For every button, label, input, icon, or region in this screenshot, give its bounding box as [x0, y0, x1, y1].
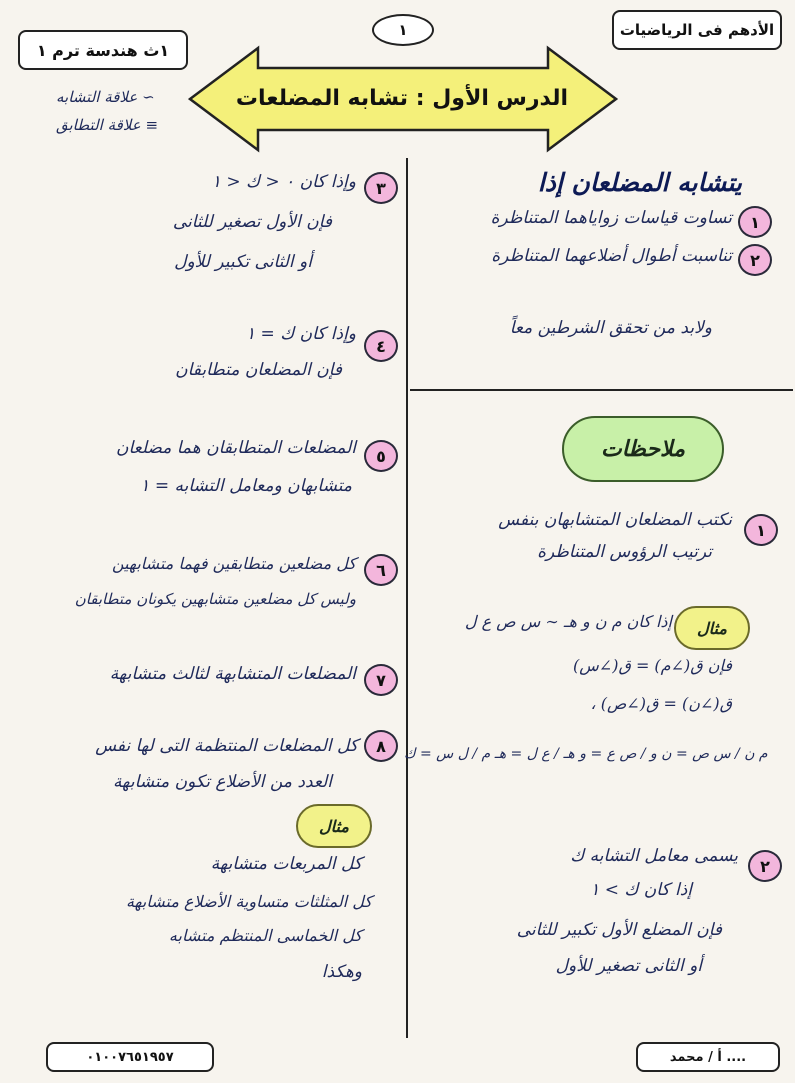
left-example-line-1: كل المربعات متشابهة: [210, 854, 362, 874]
page-number-oval: [372, 14, 434, 46]
note-2-line-4: أو الثانى تصغير للأول: [555, 956, 702, 976]
left-example-line-2: كل المثلثات متساوية الأضلاع متشابهة: [125, 892, 372, 911]
left-item-8-line-2: العدد من الأضلاع تكون متشابهة: [112, 772, 332, 792]
legend-congruent: علاقة التطابق ≡: [56, 116, 159, 134]
header-right-title: الأدهم فى الرياضيات: [619, 21, 775, 39]
header-right-box: [612, 10, 782, 50]
left-item-8-num: ٨: [364, 730, 398, 762]
page-frame: [12, 8, 783, 1075]
left-example-label: مثال: [319, 816, 349, 836]
left-item-6-num: ٦: [364, 554, 398, 586]
example-line-3: ، ق(∠ن) = ق(∠ص): [590, 694, 732, 713]
header-left-title: ١ث هندسة ترم ١: [36, 40, 170, 60]
left-item-8-line-1: كل المضلعات المنتظمة التى لها نفس: [95, 736, 358, 756]
left-example-line-4: وهكذا: [321, 962, 362, 982]
right-note: ولابد من تحقق الشرطين معاً: [509, 318, 712, 338]
legend-similar: علاقة التشابه ∽: [56, 88, 155, 106]
example-line-1: إذا كان م ن و هـ ∽ س ص ع ل: [464, 612, 672, 631]
page-number: ١: [398, 21, 408, 39]
left-item-7-num: ٧: [364, 664, 398, 696]
footer-right-box: [636, 1042, 780, 1072]
column-divider: [406, 158, 408, 1038]
note-2-line-2: إذا كان ك > ١: [590, 880, 692, 900]
left-item-7-line-1: المضلعات المتشابهة لثالث متشابهة: [109, 664, 356, 684]
note-2-line-1: يسمى معامل التشابه ك: [570, 846, 738, 866]
left-item-6-line-1: كل مضلعين متطابقين فهما متشابهين: [111, 554, 356, 573]
note-1-num: ١: [744, 514, 778, 546]
example-line-2: فإن ق(∠م) = ق(∠س): [573, 656, 732, 675]
footer-right-text: أ / محمد ....: [669, 1049, 747, 1065]
section-divider: [410, 389, 793, 391]
right-item-2-text: تناسبت أطوال أضلاعهما المتناظرة: [491, 246, 732, 266]
left-example-badge: [296, 804, 372, 848]
right-example-label: مثال: [697, 618, 727, 638]
left-item-4-line-2: فإن المضلعان متطابقان: [175, 360, 342, 380]
footer-left-box: [46, 1042, 214, 1072]
left-item-3-line-3: أو الثانى تكبير للأول: [174, 252, 312, 272]
notes-cloud: [562, 416, 724, 482]
left-item-6-line-2: وليس كل مضلعين متشابهين يكونان متطابقان: [74, 590, 356, 608]
left-item-4-num: ٤: [364, 330, 398, 362]
left-item-3-line-1: وإذا كان ٠ < ك < ١: [211, 172, 356, 192]
note-1-line-1: نكتب المضلعان المتشابهان بنفس: [498, 510, 732, 530]
left-item-3-num: ٣: [364, 172, 398, 204]
note-1-line-2: ترتيب الرؤوس المتناظرة: [537, 542, 712, 562]
left-item-5-line-2: متشابهان ومعامل التشابه = ١: [140, 476, 352, 496]
left-item-5-num: ٥: [364, 440, 398, 472]
note-2-line-3: فإن المضلع الأول تكبير للثانى: [516, 920, 722, 940]
example-ratio: م ن / س ص = ن و / ص ع = و هـ / ع ل = هـ م / ل س = ك: [404, 746, 768, 762]
notes-cloud-title: ملاحظات: [601, 436, 685, 462]
left-item-4-line-1: وإذا كان ك = ١: [246, 324, 356, 344]
right-item-1-text: تساوت قياسات زواياهما المتناظرة: [490, 208, 732, 228]
footer-left-text: ٠١٠٠٧٦٥١٩٥٧: [86, 1049, 174, 1065]
right-item-1-num: ١: [738, 206, 772, 238]
right-example-badge: [674, 606, 750, 650]
right-heading: يتشابه المضلعان إذا: [537, 168, 742, 197]
left-item-5-line-1: المضلعات المتطابقان هما مضلعان: [116, 438, 356, 458]
right-item-2-num: ٢: [738, 244, 772, 276]
left-item-3-line-2: فإن الأول تصغير للثانى: [172, 212, 332, 232]
left-example-line-3: كل الخماسى المنتظم متشابه: [168, 926, 362, 945]
banner-title: الدرس الأول : تشابه المضلعات: [235, 86, 569, 111]
note-2-num: ٢: [748, 850, 782, 882]
header-left-box: [18, 30, 188, 70]
